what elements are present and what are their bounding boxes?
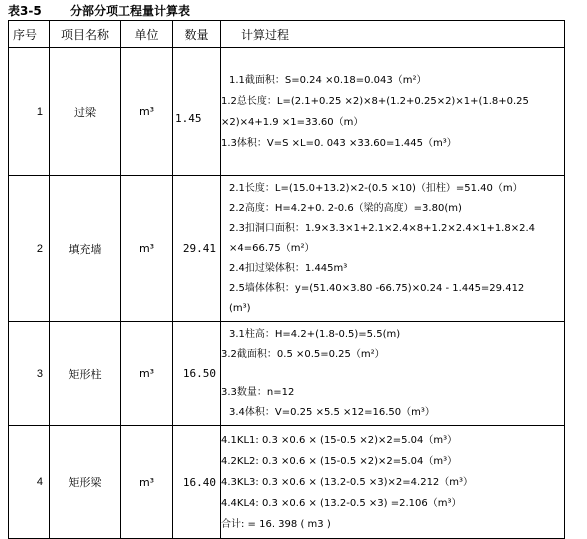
header-name: 项目名称	[50, 21, 121, 48]
table-caption	[8, 2, 190, 20]
calc-line: 3.2截面积：0.5 ×0.5=0.25（m²）	[221, 348, 385, 360]
row-qty: 16.50	[173, 322, 221, 426]
row-name: 填充墙	[50, 176, 121, 322]
calc-line: 4.3KL3: 0.3 ×0.6 × (13.2-0.5 ×3)×2=4.212（m³）	[221, 476, 474, 488]
calc-line: (m³)	[229, 302, 251, 314]
calc-line: 2.1长度：L=(15.0+13.2)×2-(0.5 ×10)（扣柱）=51.40（m）	[229, 182, 523, 194]
row-qty: 16.40	[173, 426, 221, 539]
calc-line: 3.1柱高：H=4.2+(1.8-0.5)=5.5(m)	[229, 328, 401, 340]
calc-line: 2.3扣洞口面积：1.9×3.3×1+2.1×2.4×8+1.2×2.4×1+1.8×2.4	[229, 222, 536, 234]
calc-line: 1.3体积：V=S ×L=0. 043 ×33.60=1.445（m³）	[221, 137, 457, 149]
row-qty: 1.45	[173, 48, 221, 176]
calc-line: 1.2总长度：L=(2.1+0.25 ×2)×8+(1.2+0.25×2)×1+(1.8+0.25	[221, 95, 529, 107]
calc-line: ×2)×4+1.9 ×1=33.60（m）	[221, 116, 364, 128]
table-row	[9, 176, 565, 322]
calc-line: ×4=66.75（m²）	[229, 242, 315, 254]
calc-line: 4.1KL1: 0.3 ×0.6 × (15-0.5 ×2)×2=5.04（m³）	[221, 434, 458, 446]
table-row	[9, 48, 565, 176]
quantity-table	[8, 20, 565, 539]
row-name: 过梁	[50, 48, 121, 176]
row-name: 矩形柱	[50, 322, 121, 426]
calc-line: 合计: = 16. 398 ( m3 )	[221, 518, 331, 530]
row-unit: m³	[121, 176, 173, 322]
row-calc	[221, 176, 565, 322]
table-row	[9, 322, 565, 426]
row-unit: m³	[121, 322, 173, 426]
header-qty: 数量	[173, 21, 221, 48]
row-calc	[221, 48, 565, 176]
header-seq: 序号	[9, 21, 50, 48]
table-title: 分部分项工程量计算表	[70, 4, 191, 18]
row-seq: 1	[9, 48, 50, 176]
calc-line: 2.4扣过梁体积：1.445m³	[229, 262, 348, 274]
calc-line: 2.2高度：H=4.2+0. 2-0.6（梁的高度）=3.80(m)	[229, 202, 462, 214]
table-number: 表3-5	[8, 4, 42, 18]
row-calc	[221, 322, 565, 426]
header-unit: 单位	[121, 21, 173, 48]
row-qty: 29.41	[173, 176, 221, 322]
row-seq: 3	[9, 322, 50, 426]
row-name: 矩形梁	[50, 426, 121, 539]
calc-line: 4.4KL4: 0.3 ×0.6 × (13.2-0.5 ×3) =2.106（m³）	[221, 497, 462, 509]
header-row	[9, 21, 565, 48]
calc-line: 2.5墙体体积：y=(51.40×3.80 -66.75)×0.24 - 1.445=29.412	[229, 282, 525, 294]
row-unit: m³	[121, 426, 173, 539]
row-unit: m³	[121, 48, 173, 176]
header-calc: 计算过程	[221, 21, 565, 48]
table-row	[9, 426, 565, 539]
row-seq: 2	[9, 176, 50, 322]
row-seq: 4	[9, 426, 50, 539]
calc-line: 3.3数量：n=12	[221, 386, 295, 398]
row-calc	[221, 426, 565, 539]
calc-line: 1.1截面积：S=0.24 ×0.18=0.043（m²）	[229, 74, 427, 86]
calc-line: 4.2KL2: 0.3 ×0.6 × (15-0.5 ×2)×2=5.04（m³）	[221, 455, 458, 467]
calc-line: 3.4体积：V=0.25 ×5.5 ×12=16.50（m³）	[229, 406, 435, 418]
